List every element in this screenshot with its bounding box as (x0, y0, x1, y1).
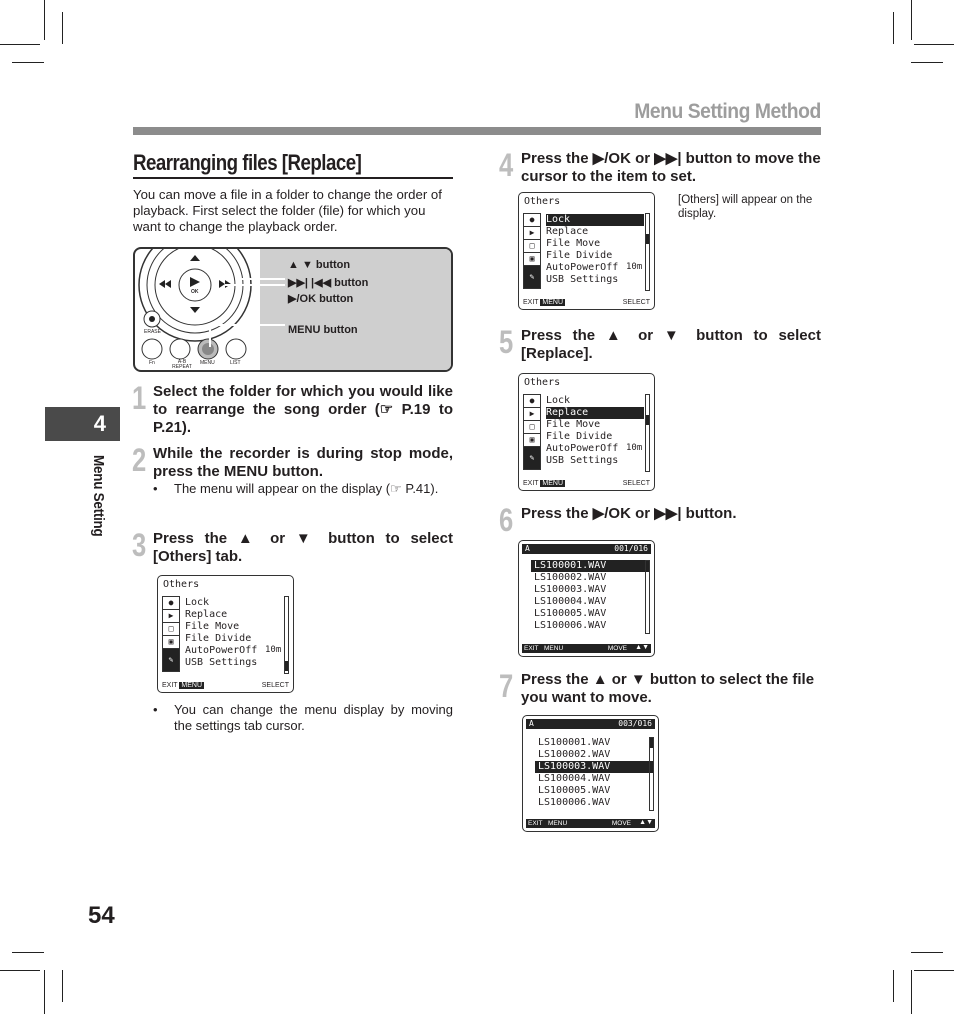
file-header-bar (526, 719, 655, 729)
menu-btn-label: MENU (200, 360, 215, 366)
menu-item: File Divide (546, 250, 613, 261)
wrench-icon: ✎ (523, 446, 541, 470)
file-footer-bar: EXIT MENU MOVE ▲▼ (524, 644, 649, 652)
screen-title: Others (163, 579, 200, 590)
label-skip: ▶▶| |◀◀ button (288, 277, 369, 289)
card-icon: ▣ (523, 252, 541, 266)
auto-power-value: 10m (265, 645, 282, 655)
file-counter: 003/016 (618, 719, 652, 728)
label-updown: ▲ ▼ button (288, 259, 351, 271)
step-text: Press the ▶/OK or ▶▶| button to move the cursor to the item to set. (521, 150, 821, 185)
menu-item: USB Settings (185, 657, 258, 668)
menu-item: File Divide (546, 431, 613, 442)
folder-a-icon: A (525, 544, 530, 553)
tab-column (523, 394, 543, 469)
bullet-note: • You can change the menu display by moving the settings tab cursor. (153, 702, 453, 733)
menu-item: File Move (185, 621, 240, 632)
step-text: Press the ▶/OK or ▶▶| button. (521, 505, 737, 522)
file-item: LS100004.WAV (534, 596, 607, 607)
card-icon: ▣ (523, 433, 541, 447)
label-menu: MENU button (288, 324, 358, 336)
header-rule (133, 127, 821, 135)
folder-a-icon: A (529, 719, 534, 728)
section-title: Rearranging files [Replace] (133, 150, 362, 175)
step-text: Press the ▲ or ▼ button to select [Replace]. (521, 327, 821, 362)
screen-footer: EXIT MENU SELECT (523, 480, 650, 487)
side-note: [Others] will appear on the display. (678, 194, 813, 220)
crop-mark (0, 970, 40, 971)
scrollbar (649, 737, 654, 811)
menu-screen-step5 (518, 373, 655, 491)
crop-mark (12, 952, 44, 953)
tab-column (162, 596, 182, 671)
auto-power-value: 10m (626, 443, 643, 453)
file-item: LS100001.WAV (538, 737, 611, 748)
page-number: 54 (88, 902, 115, 929)
menu-item: USB Settings (546, 455, 619, 466)
scrollbar (645, 394, 650, 472)
crop-mark (893, 970, 894, 1002)
crop-mark (911, 970, 912, 1014)
device-figure (133, 247, 453, 372)
intro-text: You can move a file in a folder to change the order of playback. First select the folder (file) for which you want to change the playback order. (133, 187, 442, 234)
step-number: 4 (499, 147, 514, 183)
step-text: Select the folder for which you would like to rearrange the song order (☞ P.19 to P.21). (153, 383, 453, 436)
menu-item: USB Settings (546, 274, 619, 285)
bullet-text: The menu will appear on the display (☞ P.41). (174, 481, 439, 496)
ab-repeat-label: A-B REPEAT (172, 359, 192, 370)
file-item: LS100002.WAV (534, 572, 607, 583)
list-label: LIST (230, 360, 241, 366)
menu-item: Replace (185, 609, 228, 620)
display-icon: □ (523, 239, 541, 253)
file-screen-step6 (518, 540, 655, 657)
scrollbar (284, 596, 289, 674)
menu-screen-step4 (518, 192, 655, 310)
screen-title: Others (524, 196, 561, 207)
updown-icon: ▲▼ (639, 819, 653, 826)
file-item: LS100003.WAV (535, 761, 654, 773)
scrollbar (645, 213, 650, 291)
file-item: LS100006.WAV (538, 797, 611, 808)
display-icon: □ (523, 420, 541, 434)
menu-screen-step3 (157, 575, 294, 693)
erase-label: ERASE (144, 329, 161, 335)
step-text: Press the ▲ or ▼ button to select [Others] tab. (153, 530, 453, 565)
label-ok: ▶/OK button (288, 293, 354, 305)
mic-icon: ● (523, 213, 541, 227)
crop-mark (44, 970, 45, 1014)
play-icon: ▶ (523, 226, 541, 240)
mic-icon: ● (162, 596, 180, 610)
bullet-text: You can change the menu display by moving the settings tab cursor. (174, 702, 453, 733)
step-text: Press the ▲ or ▼ button to select the file you want to move. (521, 671, 815, 706)
file-header-bar (522, 544, 651, 554)
file-item: LS100006.WAV (534, 620, 607, 631)
step-number: 1 (132, 380, 147, 416)
play-icon: ▶ (523, 407, 541, 421)
crop-mark (12, 62, 44, 63)
file-item: LS100002.WAV (538, 749, 611, 760)
menu-item: File Move (546, 238, 601, 249)
menu-item: AutoPowerOff (546, 262, 619, 273)
menu-item: Lock (185, 597, 210, 608)
wrench-icon: ✎ (162, 648, 180, 672)
screen-title: Others (524, 377, 561, 388)
auto-power-value: 10m (626, 262, 643, 272)
chapter-label: Menu Setting (90, 455, 107, 537)
file-screen-step7 (522, 715, 659, 832)
crop-mark (914, 44, 954, 45)
menu-item: Replace (546, 226, 589, 237)
crop-mark (893, 12, 894, 44)
ok-label: OK (191, 289, 199, 295)
file-item: LS100004.WAV (538, 773, 611, 784)
bullet-note: • The menu will appear on the display (☞ P.41). (153, 481, 453, 497)
step-number: 2 (132, 442, 147, 478)
crop-mark (911, 0, 912, 40)
display-icon: □ (162, 622, 180, 636)
step-number: 6 (499, 502, 514, 538)
step-number: 3 (132, 527, 147, 563)
menu-item: AutoPowerOff (185, 645, 258, 656)
menu-item: Replace (546, 407, 644, 419)
play-icon: ▶ (162, 609, 180, 623)
menu-item: File Divide (185, 633, 252, 644)
tab-column (523, 213, 543, 288)
step-text: While the recorder is during stop mode, press the MENU button. (153, 445, 453, 480)
file-item: LS100001.WAV (531, 560, 650, 572)
mic-icon: ● (523, 394, 541, 408)
chapter-tab: 4 (45, 407, 120, 441)
card-icon: ▣ (162, 635, 180, 649)
crop-mark (914, 970, 954, 971)
step-number: 5 (499, 324, 514, 360)
header-title: Menu Setting Method (634, 100, 821, 123)
crop-mark (62, 12, 63, 44)
menu-item: Lock (546, 395, 571, 406)
menu-item: AutoPowerOff (546, 443, 619, 454)
menu-item: File Move (546, 419, 601, 430)
section-rule (133, 177, 453, 179)
file-item: LS100005.WAV (538, 785, 611, 796)
file-footer-bar: EXIT MENU MOVE ▲▼ (528, 819, 653, 827)
menu-item: Lock (546, 214, 644, 226)
screen-footer: EXIT MENU SELECT (162, 682, 289, 689)
scrollbar (645, 560, 650, 634)
file-item: LS100003.WAV (534, 584, 607, 595)
updown-icon: ▲▼ (635, 644, 649, 651)
crop-mark (0, 44, 40, 45)
crop-mark (911, 952, 943, 953)
fn-label: Fn (149, 360, 155, 366)
file-counter: 001/016 (614, 544, 648, 553)
file-item: LS100005.WAV (534, 608, 607, 619)
screen-footer: EXIT MENU SELECT (523, 299, 650, 306)
crop-mark (62, 970, 63, 1002)
crop-mark (911, 62, 943, 63)
crop-mark (44, 0, 45, 40)
step-number: 7 (499, 668, 514, 704)
wrench-icon: ✎ (523, 265, 541, 289)
